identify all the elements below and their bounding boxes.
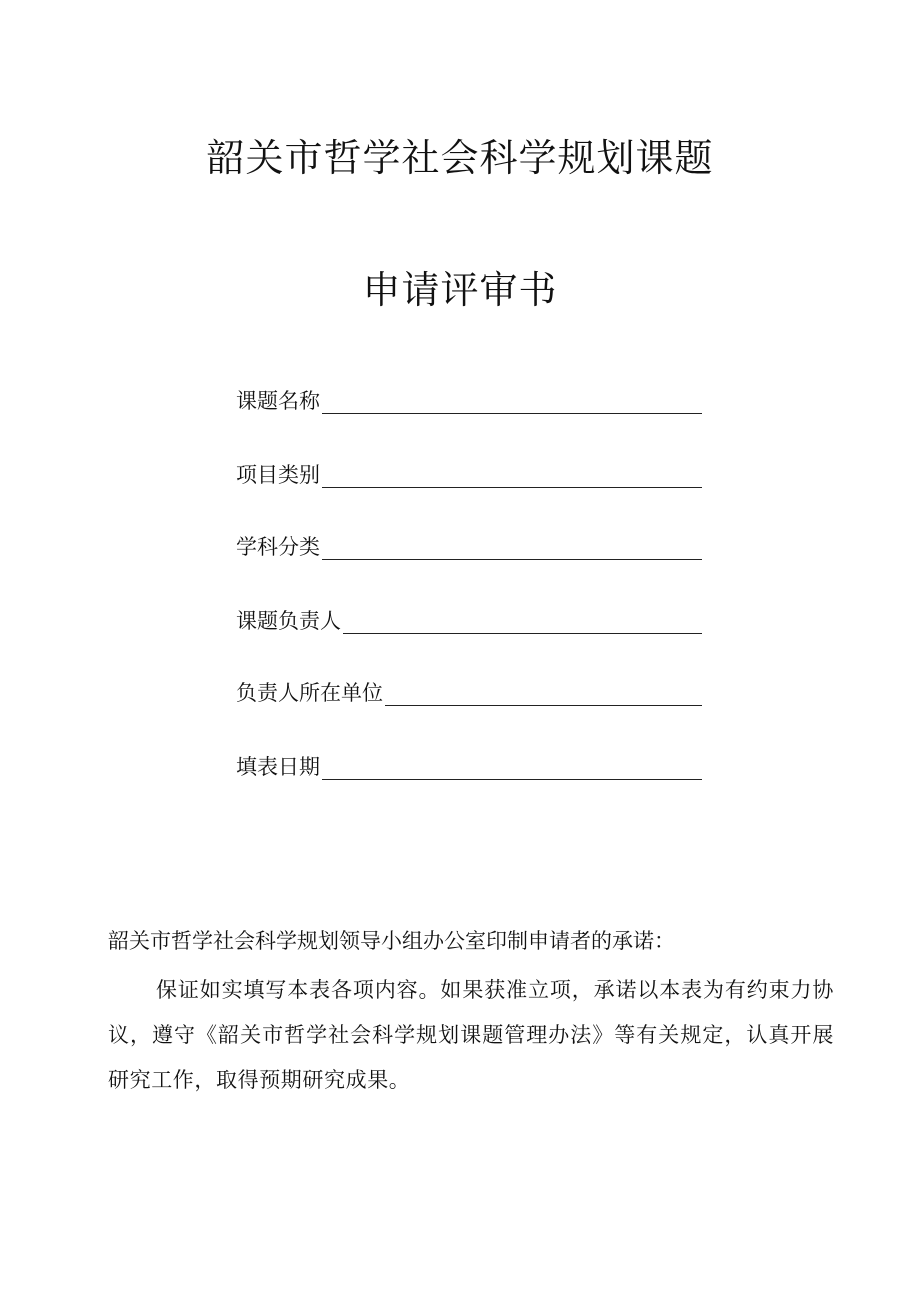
field-project-category xyxy=(236,458,702,490)
field-blank-line[interactable] xyxy=(322,537,702,560)
pledge-paragraph: 保证如实填写本表各项内容。如果获准立项，承诺以本表为有约束力协议，遵守《韶关市哲学社会科学规划课题管理办法》等有关规定，认真开展研究工作，取得预期研究成果。 xyxy=(108,978,834,1092)
field-blank-line[interactable] xyxy=(322,757,702,780)
field-label: 课题名称 xyxy=(236,389,320,413)
field-fill-date xyxy=(236,750,702,782)
field-topic-name xyxy=(236,384,702,416)
field-label: 项目类别 xyxy=(236,463,320,487)
field-discipline xyxy=(236,530,702,562)
document-subtitle: 申请评审书 xyxy=(362,268,558,312)
field-investigator-unit xyxy=(236,676,702,708)
field-blank-line[interactable] xyxy=(322,391,702,414)
field-principal-investigator xyxy=(236,604,702,636)
field-label: 课题负责人 xyxy=(236,609,341,633)
field-label: 学科分类 xyxy=(236,535,320,559)
field-blank-line[interactable] xyxy=(343,611,702,634)
field-label: 负责人所在单位 xyxy=(236,681,383,705)
document-title: 韶关市哲学社会科学规划课题 xyxy=(206,136,714,180)
field-label: 填表日期 xyxy=(236,755,320,779)
field-blank-line[interactable] xyxy=(322,465,702,488)
office-and-pledge-heading: 韶关市哲学社会科学规划领导小组办公室印制申请者的承诺： xyxy=(108,929,675,953)
field-blank-line[interactable] xyxy=(385,683,702,706)
